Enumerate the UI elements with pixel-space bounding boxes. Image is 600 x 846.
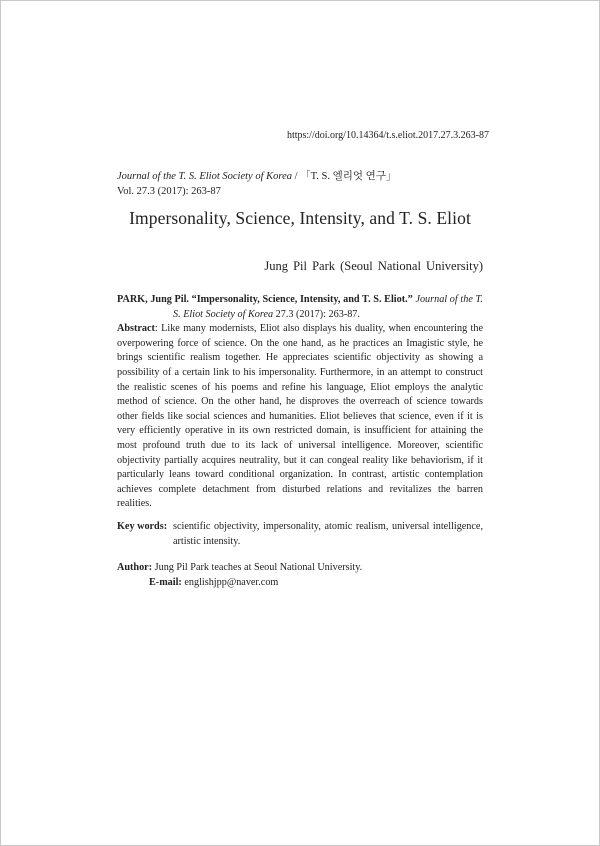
email-row [117, 576, 483, 591]
abstract [117, 322, 483, 512]
journal-header [117, 169, 396, 199]
author-row [117, 561, 483, 576]
author-text: Jung Pil Park teaches at Seoul National University. [152, 562, 363, 574]
abstract-text: : Like many modernists, Eliot also displays his duality, when encountering the overpowering force of science. On the one hand, as he practices an Imagistic style, he brings scientific realism together. He appreciates scientific objectivity as showing a possibility of a certain link to his impersonality. Furthermore, in an attempt to construct the realistic scenes of his poems and refine his language, Eliot employs the analytic method of science. On the other hand, he disproves the overreach of science towards other fields like social sciences and humanities. Eliot believes that science, even if it is very efficiently operative in its own restricted domain, is insufficient for attaining the most profound truth due to its lack of universal intelligence. Moreover, scientific objectivity partially acquires neutrality, but it can congeal reality like behaviorism, if it particularly leans toward conditional organization. In contrast, artistic contemplation achieves complete detachment from disturbed relations and revitalizes the barren realities. [117, 323, 483, 510]
citation [117, 293, 483, 322]
keywords-label: Key words: [117, 520, 168, 532]
journal-name-line [117, 169, 396, 184]
abstract-label: Abstract [117, 323, 155, 335]
author-label: Author: [117, 562, 153, 574]
email-address[interactable]: englishjpp@naver.com [181, 576, 279, 588]
citation-author-title: PARK, Jung Pil. “Impersonality, Science, Intensity, and T. S. Eliot.” [117, 294, 413, 305]
citation-volume: 27.3 (2017): 263-87. [273, 308, 360, 320]
author-affiliation: Jung Pil Park (Seoul National University) [264, 259, 483, 273]
email-label: E-mail: [149, 576, 182, 588]
keywords [117, 520, 483, 549]
keywords-text: scientific objectivity, impersonality, atomic realism, universal intelligence, artistic intensity. [173, 520, 483, 547]
journal-name-korean: / 「T. S. 엘리엇 연구」 [291, 171, 397, 182]
author-info [117, 561, 483, 590]
paper-title: Impersonality, Science, Intensity, and T. S. Eliot [129, 208, 471, 228]
journal-volume: Vol. 27.3 (2017): 263-87 [117, 186, 221, 197]
abstract-block [117, 293, 483, 590]
citation-journal: Journal of the T. S. Eliot Society of Korea [173, 294, 483, 320]
doi-link[interactable]: https://doi.org/10.14364/t.s.eliot.2017.27.3.263-87 [286, 130, 489, 141]
journal-name: Journal of the T. S. Eliot Society of Korea [117, 171, 292, 182]
